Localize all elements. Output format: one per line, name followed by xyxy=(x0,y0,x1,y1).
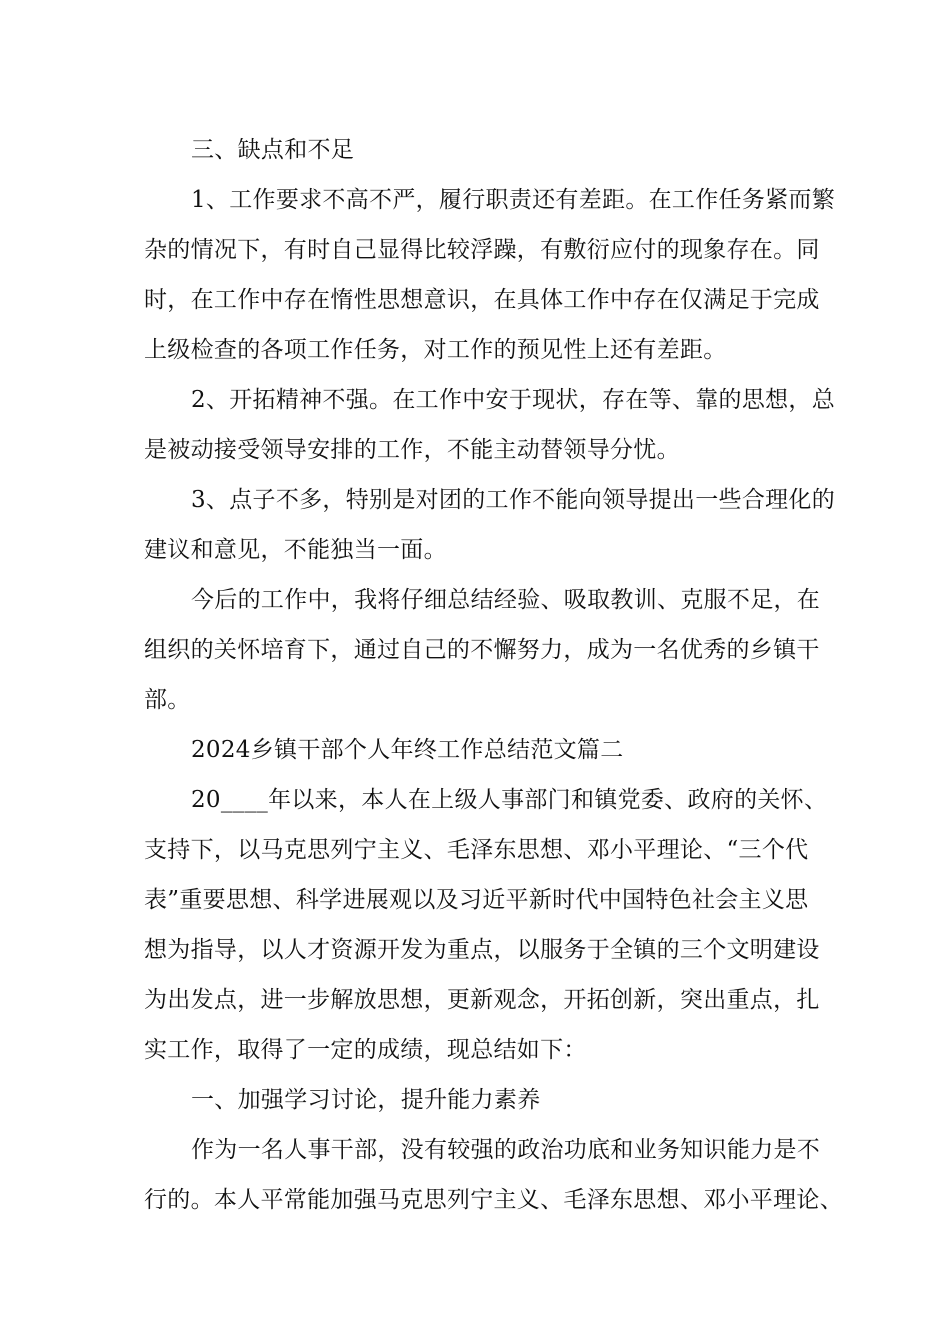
paragraph-line: 表”重要思想、科学进展观以及习近平新时代中国特色社会主义思 xyxy=(144,887,809,913)
paragraph-line: 实工作，取得了一定的成绩，现总结如下： xyxy=(144,1037,587,1063)
paragraph-line: 为出发点，进一步解放思想，更新观念，开拓创新，突出重点，扎 xyxy=(144,987,820,1013)
article-title: 2024乡镇干部个人年终工作总结范文篇二 xyxy=(191,737,624,763)
paragraph-line: 作为一名人事干部，没有较强的政治功底和业务知识能力是不 xyxy=(191,1137,821,1163)
paragraph-line: 支持下，以马克思列宁主义、毛泽东思想、邓小平理论、“三个代 xyxy=(144,837,809,863)
section-heading: 三、缺点和不足 xyxy=(191,137,355,163)
paragraph-line: 上级检查的各项工作任务，对工作的预见性上还有差距。 xyxy=(144,337,727,363)
paragraph-line: 杂的情况下，有时自己显得比较浮躁，有敷衍应付的现象存在。同 xyxy=(144,237,820,263)
paragraph-line: 时，在工作中存在惰性思想意识，在具体工作中存在仅满足于完成 xyxy=(144,287,820,313)
paragraph-line: 组织的关怀培育下，通过自己的不懈努力，成为一名优秀的乡镇干 xyxy=(144,637,820,663)
paragraph-line: 想为指导，以人才资源开发为重点，以服务于全镇的三个文明建设 xyxy=(144,937,820,963)
paragraph-line: 行的。本人平常能加强马克思列宁主义、毛泽东思想、邓小平理论、 xyxy=(144,1187,843,1213)
paragraph-line: 是被动接受领导安排的工作，不能主动替领导分忧。 xyxy=(144,437,680,463)
paragraph-line: 2、开拓精神不强。在工作中安于现状，存在等、靠的思想，总 xyxy=(191,387,836,413)
paragraph-line: 20____年以来，本人在上级人事部门和镇党委、政府的关怀、 xyxy=(191,787,828,813)
paragraph-line: 今后的工作中，我将仔细总结经验、吸取教训、克服不足，在 xyxy=(191,587,821,613)
paragraph-line: 1、工作要求不高不严，履行职责还有差距。在工作任务紧而繁 xyxy=(191,187,836,213)
section-heading: 一、加强学习讨论，提升能力素养 xyxy=(191,1087,541,1113)
paragraph-line: 建议和意见，不能独当一面。 xyxy=(144,537,447,563)
paragraph-line: 部。 xyxy=(144,687,191,713)
paragraph-line: 3、点子不多，特别是对团的工作不能向领导提出一些合理化的 xyxy=(191,487,836,513)
